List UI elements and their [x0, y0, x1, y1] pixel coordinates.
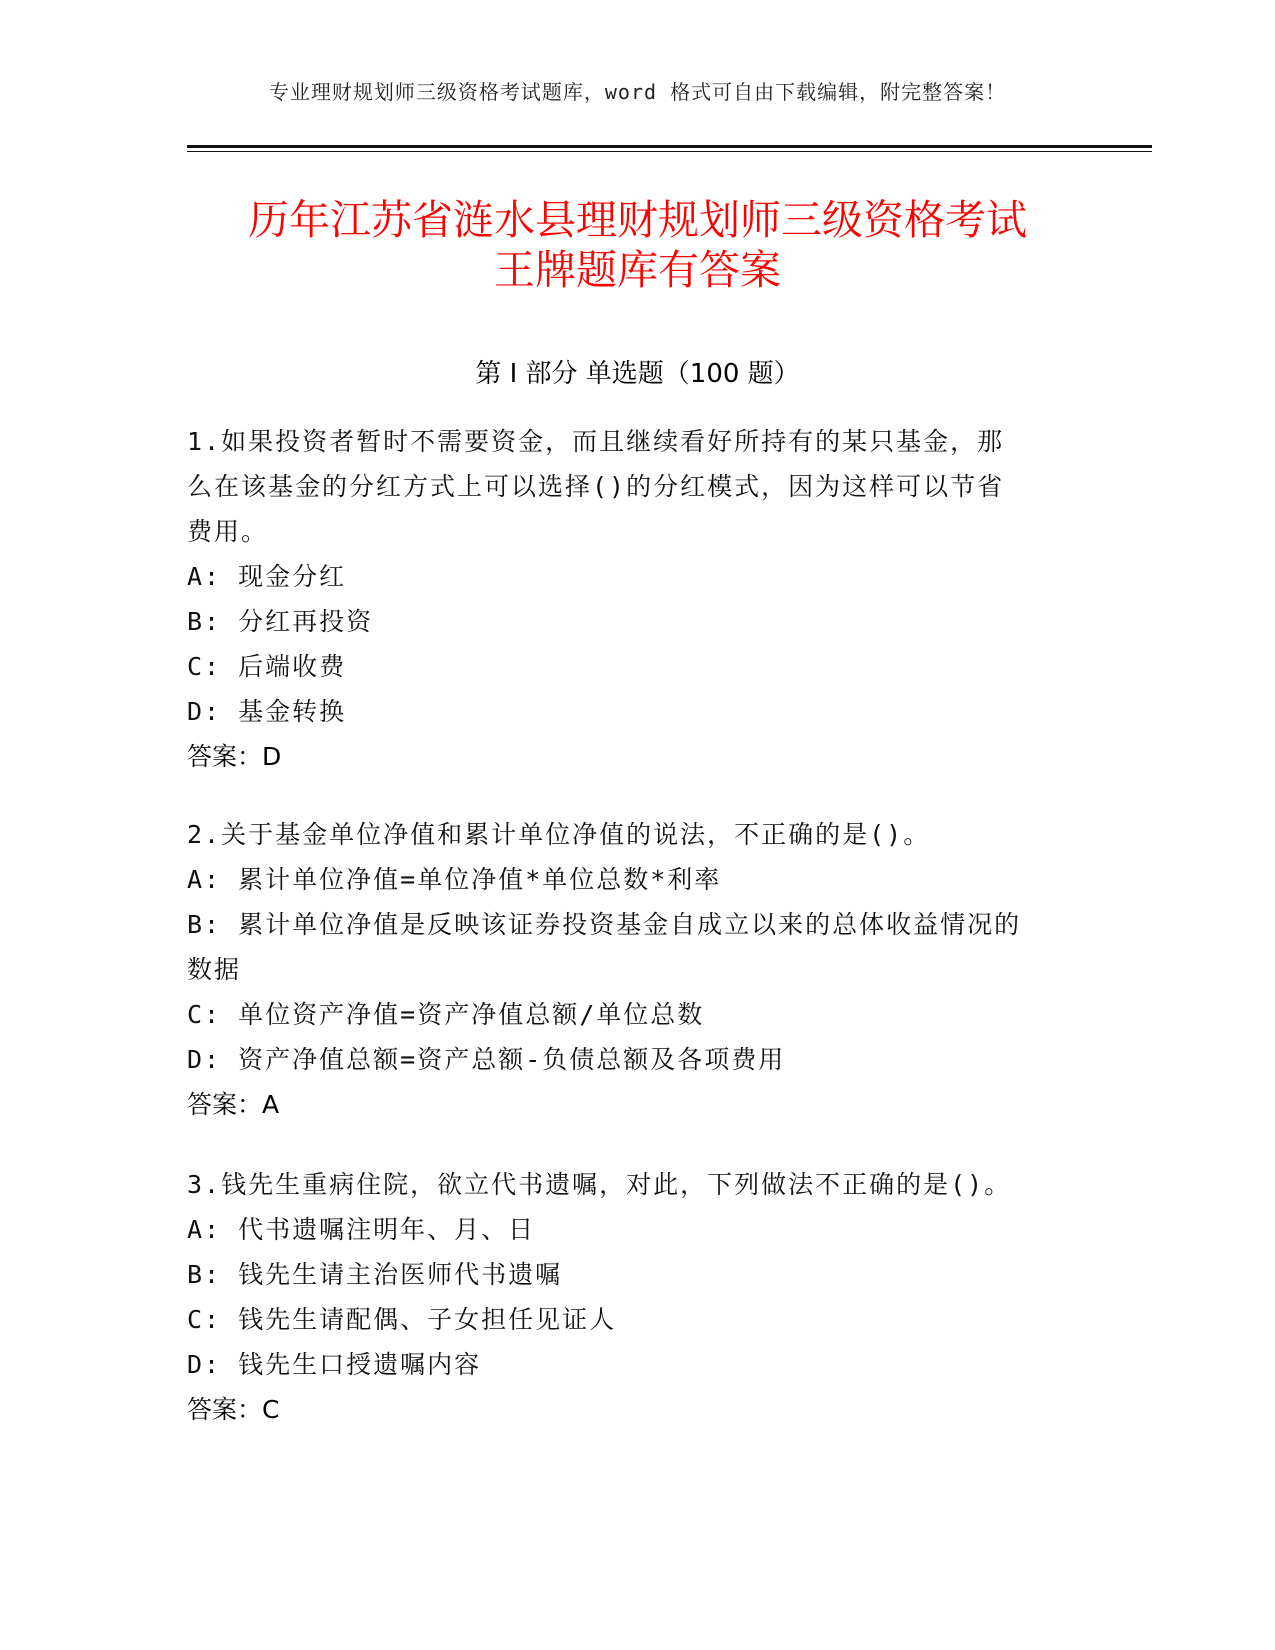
question-3 — [187, 1162, 1077, 1432]
question-2 — [187, 812, 1077, 1127]
question-stem-line: 1.如果投资者暂时不需要资金，而且继续看好所持有的某只基金，那 — [187, 427, 1005, 456]
document-title — [150, 195, 1125, 295]
option-b: B: 累计单位净值是反映该证券投资基金自成立以来的总体收益情况的 — [187, 910, 1022, 939]
option-b-continued: 数据 — [187, 955, 242, 984]
header-divider-thick — [187, 145, 1152, 148]
option-d: D: 钱先生口授遗嘱内容 — [187, 1350, 482, 1379]
question-stem-line: 2.关于基金单位净值和累计单位净值的说法，不正确的是()。 — [187, 820, 931, 849]
answer-line: 答案：C — [187, 1395, 280, 1424]
title-line-1: 历年江苏省涟水县理财规划师三级资格考试 — [248, 196, 1027, 244]
answer-line: 答案：A — [187, 1090, 280, 1119]
question-stem-line: 3.钱先生重病住院，欲立代书遗嘱，对此，下列做法不正确的是()。 — [187, 1170, 1012, 1199]
option-d: D: 基金转换 — [187, 697, 347, 726]
option-a: A: 代书遗嘱注明年、月、日 — [187, 1215, 536, 1244]
header-divider-thin — [187, 151, 1152, 152]
title-line-2: 王牌题库有答案 — [494, 246, 781, 294]
option-a: A: 累计单位净值=单位净值*单位总数*利率 — [187, 865, 722, 894]
option-a: A: 现金分红 — [187, 562, 347, 591]
header-note: 专业理财规划师三级资格考试题库，word 格式可自由下载编辑，附完整答案！ — [268, 80, 1007, 104]
option-c: C: 钱先生请配偶、子女担任见证人 — [187, 1305, 617, 1334]
question-1 — [187, 419, 1077, 779]
section-heading: 第 I 部分 单选题（100 题） — [475, 359, 800, 389]
option-d: D: 资产净值总额=资产总额-负债总额及各项费用 — [187, 1045, 786, 1074]
question-stem-line: 么在该基金的分红方式上可以选择()的分红模式，因为这样可以节省 — [187, 472, 1005, 501]
question-stem-line: 费用。 — [187, 517, 269, 546]
answer-line: 答案：D — [187, 742, 282, 771]
option-b: B: 分红再投资 — [187, 607, 374, 636]
option-c: C: 后端收费 — [187, 652, 347, 681]
option-b: B: 钱先生请主治医师代书遗嘱 — [187, 1260, 563, 1289]
option-c: C: 单位资产净值=资产净值总额/单位总数 — [187, 1000, 705, 1029]
